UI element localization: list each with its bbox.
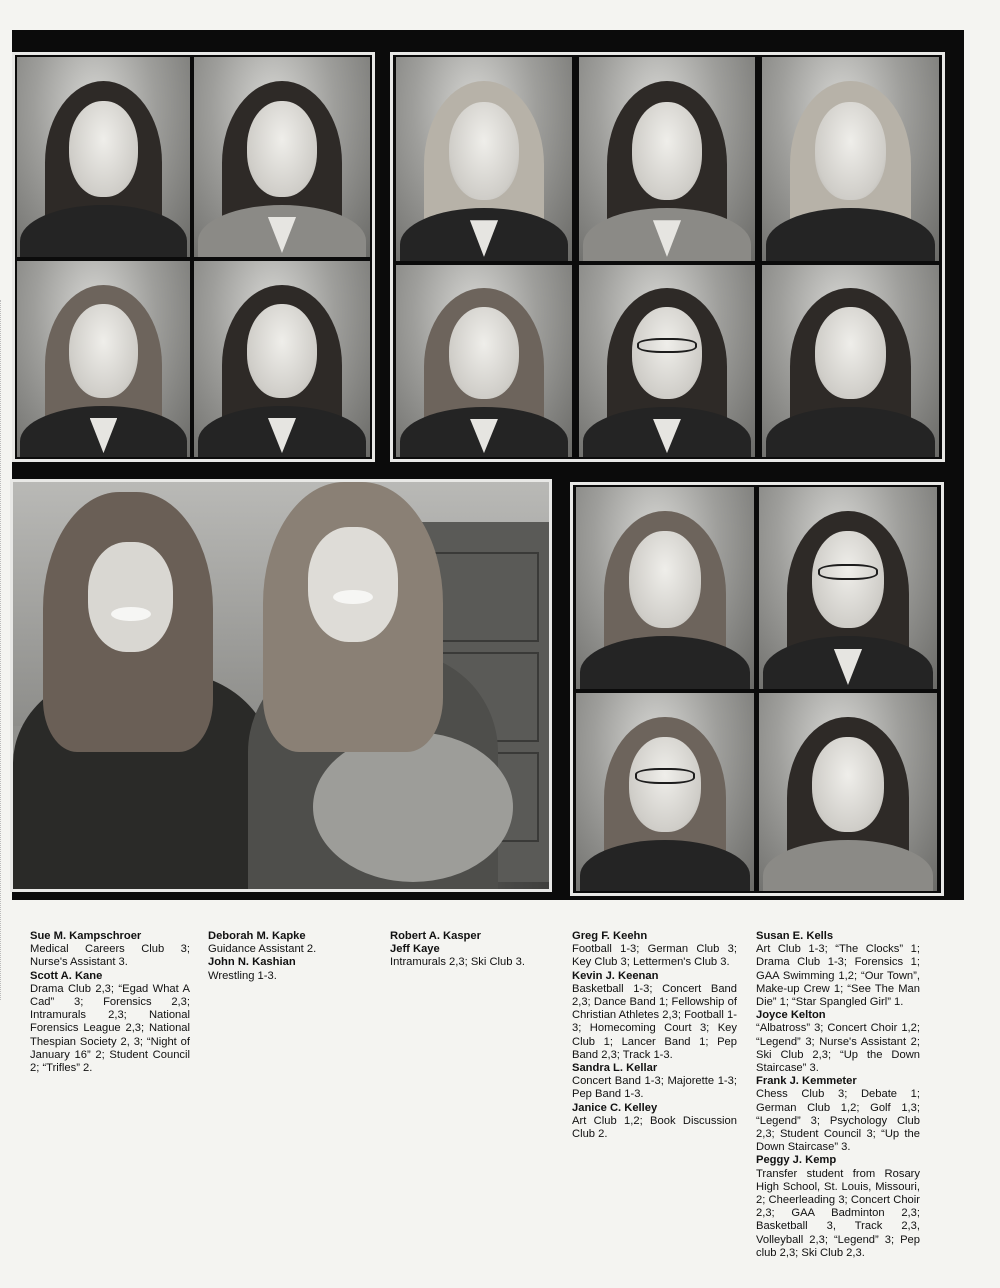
student-name: Joyce Kelton [756, 1009, 826, 1022]
caption-entry [30, 970, 190, 1076]
portrait-photo [396, 57, 572, 261]
caption-column-1 [30, 930, 190, 1075]
student-name: Peggy J. Kemp [756, 1154, 837, 1167]
portrait-photo [194, 261, 370, 457]
student-activities: Drama Club 2,3; “Egad What A Cad” 3; Forensics 2,3; Intramurals 2,3; National Forensics League 2,3; National Thespian Society 2, 3; “Night of January 16” 2; Student Council 2; “Trifles” 2. [30, 982, 190, 1075]
portrait-photo [759, 693, 937, 891]
page-spine-holes [0, 300, 6, 1000]
portrait-photo [579, 57, 755, 261]
caption-entry [572, 1062, 737, 1102]
caption-column-2 [208, 930, 368, 983]
caption-entry [756, 1009, 920, 1075]
student-name: Sue M. Kampschroer [30, 930, 142, 942]
student-activities: “Albatross” 3; Concert Choir 1,2; “Legend” 3; Nurse's Assistant 2; Ski Club 2,3; “Up the Down Staircase” 3. [756, 1022, 920, 1075]
student-name: Jeff Kaye [390, 943, 440, 956]
student-name: Robert A. Kasper [390, 930, 481, 942]
student-activities: Wrestling 1-3. [208, 969, 277, 982]
portrait-photo [762, 265, 939, 457]
student-name: Sandra L. Kellar [572, 1062, 658, 1075]
student-name: Greg F. Keehn [572, 930, 648, 942]
student-name: Susan E. Kells [756, 930, 834, 942]
student-name: Deborah M. Kapke [208, 930, 306, 942]
caption-entry [208, 930, 368, 956]
portrait-photo [576, 487, 754, 689]
student-activities: Chess Club 3; Debate 1; German Club 1,2; Golf 1,3; “Legend” 3; Psychology Club 2,3; Student Council 3; “Up the Down Staircase” 3. [756, 1088, 920, 1154]
caption-column-4 [572, 930, 737, 1141]
portrait-photo [17, 57, 190, 257]
caption-entry [390, 943, 550, 969]
caption-column-5 [756, 930, 920, 1260]
portrait-photo [762, 57, 939, 261]
student-activities: Art Club 1-3; “The Clocks” 1; Drama Club 1-3; Forensics 1; GAA Swimming 1,2; “Our Town”, Make-up Crew 1; “See The Man Die” 1; “Star Spangled Girl” 1. [756, 943, 920, 1009]
portrait-group-left [12, 52, 375, 462]
portrait-photo [759, 487, 937, 689]
student-activities: Football 1-3; German Club 3; Key Club 3; Lettermen's Club 3. [572, 943, 737, 969]
student-name: Kevin J. Keenan [572, 969, 659, 982]
caption-entry [756, 1075, 920, 1154]
student-name: John N. Kashian [208, 956, 296, 969]
caption-column-3 [390, 930, 550, 970]
caption-entry [572, 970, 737, 1062]
caption-entry [30, 930, 190, 970]
caption-entry [572, 1102, 737, 1142]
student-activities: Concert Band 1-3; Majorette 1-3; Pep Band 1-3. [572, 1075, 737, 1101]
caption-entry [572, 930, 737, 970]
student-name: Frank J. Kemmeter [756, 1075, 857, 1088]
caption-entry [756, 930, 920, 1009]
student-activities: Art Club 1,2; Book Discussion Club 2. [572, 1114, 737, 1141]
caption-entry [390, 930, 550, 943]
caption-entry [208, 956, 368, 982]
student-activities: Guidance Assistant 2. [208, 943, 317, 956]
student-name: Scott A. Kane [30, 969, 103, 982]
candid-photo [10, 479, 552, 892]
caption-entry [756, 1154, 920, 1260]
portrait-group-lower-right [570, 482, 944, 896]
student-activities: Basketball 1-3; Concert Band 2,3; Dance Band 1; Fellowship of Christian Athletes 2,3; Football 1-3; Homecoming Court 3; Key Club 1; Lancer Band 1; Pep Band 2,3; Track 1-3. [572, 982, 737, 1061]
portrait-photo [576, 693, 754, 891]
student-activities: Transfer student from Rosary High School, St. Louis, Missouri, 2; Cheerleading 3; Concert Choir 2,3; GAA Badminton 2,3; Basketball 3, Track 2,3, Volleyball 2,3; “Legend” 3; Pep club 2,3; Ski Club 2,3. [756, 1167, 920, 1259]
portrait-photo [396, 265, 572, 457]
portrait-photo [579, 265, 755, 457]
student-name: Janice C. Kelley [572, 1101, 658, 1114]
portrait-group-right [390, 52, 945, 462]
caption-section [0, 930, 1000, 1280]
student-activities: Intramurals 2,3; Ski Club 3. [390, 956, 525, 969]
student-activities: Medical Careers Club 3; Nurse's Assistant 3. [30, 943, 190, 969]
portrait-photo [17, 261, 190, 457]
portrait-photo [194, 57, 370, 257]
